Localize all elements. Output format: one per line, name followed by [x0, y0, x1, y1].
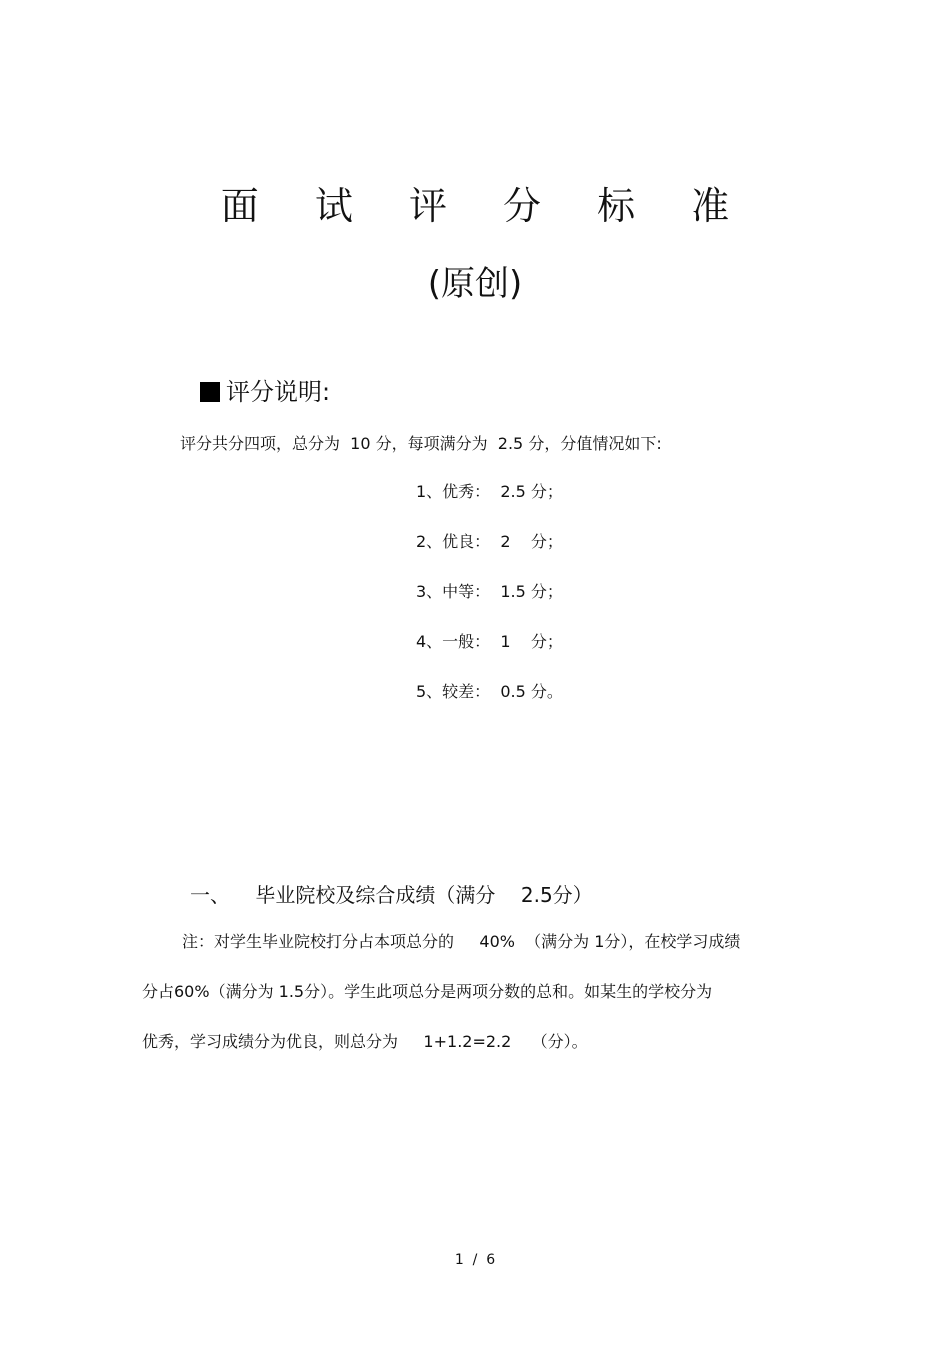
scoring-heading: [200, 376, 330, 408]
section-1-paragraph-line: 优秀，学习成绩分为优良，则总分为 1+1.2=2.2 （分）。: [142, 1032, 588, 1051]
section-1-paragraph-line: 注：对学生毕业院校打分占本项总分的 40% （满分为 1分），在校学习成绩: [182, 932, 741, 951]
section-1-heading: 一、 毕业院校及综合成绩（满分 2.5分）: [190, 883, 593, 907]
score-level-item: 3、中等： 1.5 分；: [416, 582, 563, 601]
document-subtitle: (原创): [427, 264, 523, 304]
scoring-heading-text: 评分说明:: [226, 378, 331, 406]
black-square-icon: [200, 382, 220, 402]
document-title: 面 试 评 分 标 准: [220, 184, 752, 228]
score-level-item: 4、一般： 1 分；: [416, 632, 563, 651]
score-level-item: 1、优秀： 2.5 分；: [416, 482, 563, 501]
scoring-intro: 评分共分四项，总分为 10 分，每项满分为 2.5 分，分值情况如下:: [180, 434, 662, 453]
score-levels-list: [416, 480, 563, 730]
page-number: 1 / 6: [454, 1252, 496, 1268]
score-level-item: 5、较差： 0.5 分。: [416, 682, 563, 701]
score-level-item: 2、优良： 2 分；: [416, 532, 563, 551]
section-1-paragraph-line: 分占60%（满分为 1.5分）。学生此项总分是两项分数的总和。如某生的学校分为: [142, 982, 713, 1001]
